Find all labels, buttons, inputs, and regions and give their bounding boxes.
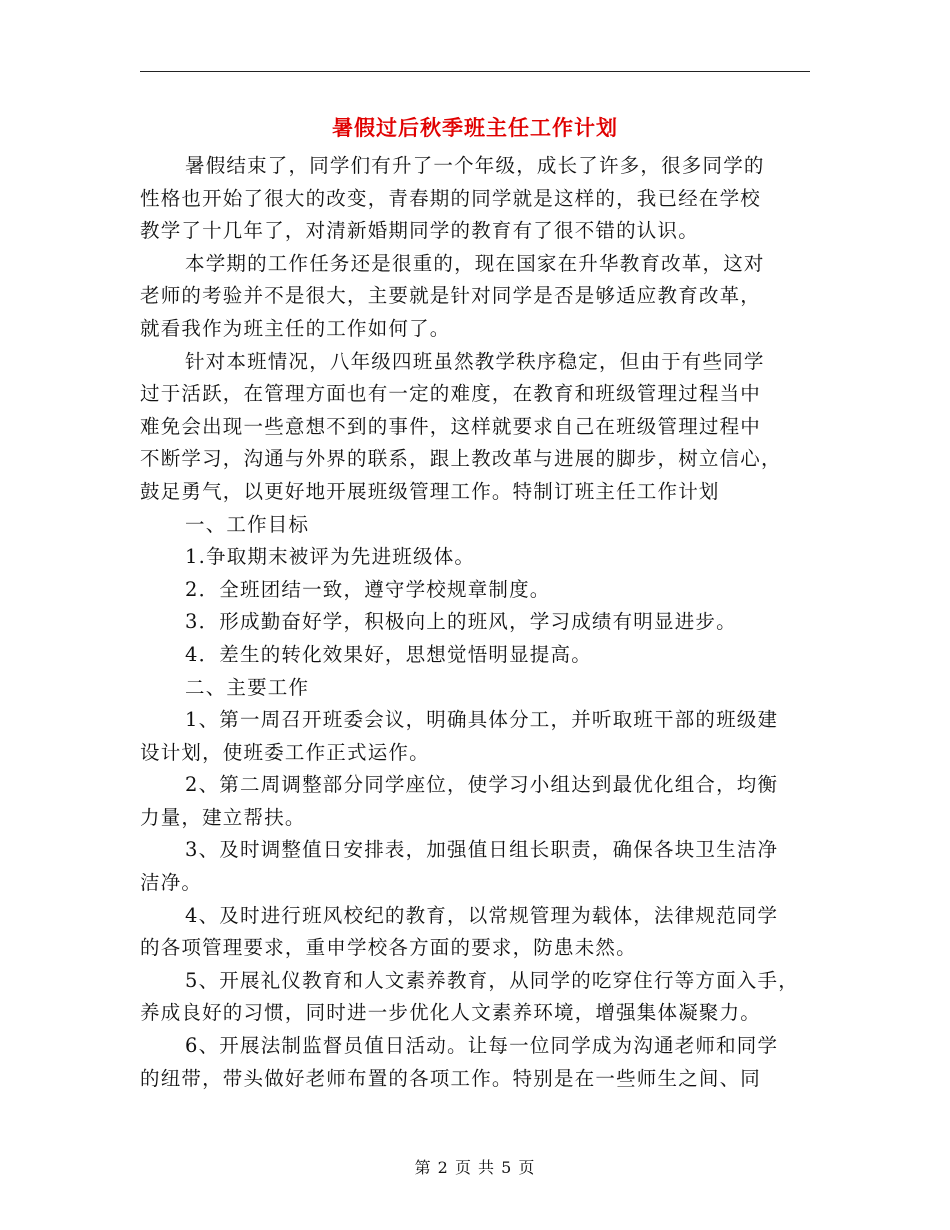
text-line: 教学了十几年了，对清新婚期同学的教育有了很不错的认识。 xyxy=(140,219,699,243)
text-line: 养成良好的习惯，同时进一步优化人文素养环境，增强集体凝聚力。 xyxy=(140,1001,762,1025)
text-line: 鼓足勇气，以更好地开展班级管理工作。特制订班主任工作计划 xyxy=(140,479,720,503)
section-heading: 二、主要工作 xyxy=(185,675,310,699)
work-item: 3、及时调整值日安排表，加强值日组长职责，确保各块卫生洁净 xyxy=(185,838,779,862)
work-item: 2、第二周调整部分同学座位，使学习小组达到最优化组合，均衡 xyxy=(185,773,779,797)
text-line: 针对本班情况，八年级四班虽然教学秩序稳定，但由于有些同学 xyxy=(185,349,765,373)
goal-item: 3．形成勤奋好学，积极向上的班风，学习成绩有明显进步。 xyxy=(185,610,737,634)
section-heading: 一、工作目标 xyxy=(185,512,310,536)
text-line: 暑假结束了，同学们有升了一个年级，成长了许多，很多同学的 xyxy=(185,154,765,177)
text-line: 不断学习，沟通与外界的联系，跟上教改革与进展的脚步，树立信心， xyxy=(140,447,782,471)
text-line: 性格也开始了很大的改变，青春期的同学就是这样的，我已经在学校 xyxy=(140,186,762,210)
work-item: 6、开展法制监督员值日活动。让每一位同学成为沟通老师和同学 xyxy=(185,1034,779,1058)
text-line: 老师的考验并不是很大，主要就是针对同学是否是够适应教育改革， xyxy=(140,284,762,308)
goal-item: 4．差生的转化效果好，思想觉悟明显提高。 xyxy=(185,642,592,666)
text-line: 过于活跃，在管理方面也有一定的难度，在教育和班级管理过程当中 xyxy=(140,382,762,406)
text-line: 的各项管理要求，重申学校各方面的要求，防患未然。 xyxy=(140,936,637,960)
text-line: 就看我作为班主任的工作如何了。 xyxy=(140,316,451,340)
header-rule xyxy=(140,71,810,72)
work-item: 4、及时进行班风校纪的教育，以常规管理为载体，法律规范同学 xyxy=(185,903,779,927)
text-line: 洁净。 xyxy=(140,871,203,895)
goal-item: 2．全班团结一致，遵守学校规章制度。 xyxy=(185,577,551,601)
text-line: 设计划，使班委工作正式运作。 xyxy=(140,740,430,764)
text-line: 的纽带，带头做好老师布置的各项工作。特别是在一些师生之间、同 xyxy=(140,1066,762,1090)
document-body xyxy=(140,150,812,1095)
text-line: 本学期的工作任务还是很重的，现在国家在升华教育改革，这对 xyxy=(185,251,765,275)
text-line: 难免会出现一些意想不到的事件，这样就要求自己在班级管理过程中 xyxy=(140,414,762,438)
work-item: 5、开展礼仪教育和人文素养教育，从同学的吃穿住行等方面入手， xyxy=(185,968,799,992)
page-number: 第 2 页 共 5 页 xyxy=(414,1158,536,1177)
work-item: 1、第一周召开班委会议，明确具体分工，并听取班干部的班级建 xyxy=(185,708,779,732)
goal-item: 1.争取期末被评为先进班级体。 xyxy=(185,545,476,569)
document-title: 暑假过后秋季班主任工作计划 xyxy=(332,115,618,140)
text-line: 力量，建立帮扶。 xyxy=(140,805,306,829)
